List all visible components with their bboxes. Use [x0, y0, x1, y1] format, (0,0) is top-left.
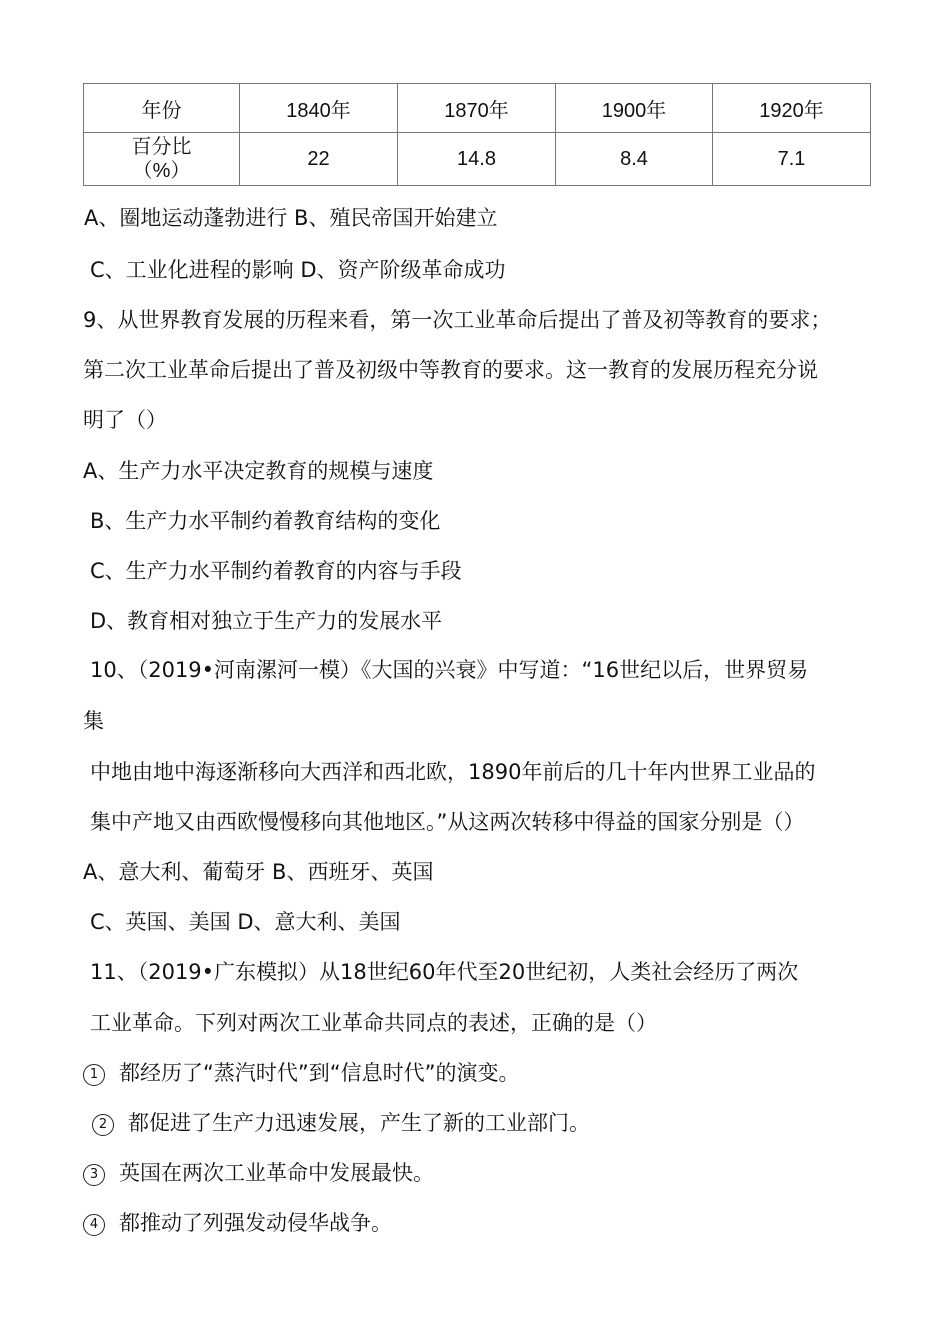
q10-stem-line2: 集: [83, 709, 104, 733]
q9-stem-line2: 第二次工业革命后提出了普及初级中等教育的要求。这一教育的发展历程充分说: [83, 358, 818, 382]
table-row: [84, 133, 871, 186]
circled-number-icon: 1: [83, 1064, 105, 1086]
circled-number-icon: 3: [83, 1164, 105, 1186]
q9-stem-line1: 9、从世界教育发展的历程来看，第一次工业革命后提出了普及初等教育的要求；: [83, 308, 832, 332]
statement-text: 都推动了列强发动侵华战争。: [119, 1211, 392, 1235]
table-header-cell: 1840年: [240, 84, 398, 133]
circled-number-icon: 2: [92, 1114, 114, 1136]
q11-stem-line2: 工业革命。下列对两次工业革命共同点的表述，正确的是（）: [90, 1011, 657, 1035]
q10-option-ab: A、意大利、葡萄牙 B、西班牙、英国: [83, 860, 434, 884]
statement-text: 都经历了“蒸汽时代”到“信息时代”的演变。: [119, 1061, 520, 1085]
q9-option-d: D、教育相对独立于生产力的发展水平: [90, 609, 443, 633]
q11-stem-line1: 11、（2019•广东模拟）从18世纪60年代至20世纪初，人类社会经历了两次: [90, 960, 799, 984]
q11-statement-4: [83, 1209, 392, 1237]
table-header-cell: 1870年: [398, 84, 556, 133]
q8-option-ab: A、圈地运动蓬勃进行 B、殖民帝国开始建立: [84, 206, 498, 230]
table-header-cell: 1900年: [556, 84, 713, 133]
table-header-row: [84, 84, 871, 133]
q9-option-c: C、生产力水平制约着教育的内容与手段: [90, 559, 462, 583]
row-label-line2: （%）: [132, 160, 191, 182]
table-cell: 22: [240, 133, 398, 186]
table-header-cell: 年份: [84, 84, 240, 133]
table-cell: 7.1: [713, 133, 871, 186]
statement-text: 都促进了生产力迅速发展，产生了新的工业部门。: [128, 1111, 590, 1135]
q11-statement-3: [83, 1159, 434, 1187]
q10-option-cd: C、英国、美国 D、意大利、美国: [90, 910, 401, 934]
q10-stem-line3: 中地由地中海逐渐移向大西洋和西北欧，1890年前后的几十年内世界工业品的: [90, 760, 816, 784]
q8-option-cd: C、工业化进程的影响 D、资产阶级革命成功: [90, 258, 506, 282]
q9-stem-line3: 明了（）: [83, 408, 167, 432]
table-cell: 8.4: [556, 133, 713, 186]
industrial-percentage-table: [83, 83, 871, 186]
circled-number-icon: 4: [83, 1214, 105, 1236]
q11-statement-2: [92, 1109, 590, 1137]
table-row-label: [84, 133, 240, 186]
q9-option-a: A、生产力水平决定教育的规模与速度: [83, 459, 434, 483]
q10-stem-line4: 集中产地又由西欧慢慢移向其他地区。”从这两次转移中得益的国家分别是（）: [90, 810, 805, 834]
table-cell: 14.8: [398, 133, 556, 186]
row-label-line1: 百分比: [131, 136, 192, 158]
q11-statement-1: [83, 1059, 520, 1087]
statement-text: 英国在两次工业革命中发展最快。: [119, 1161, 434, 1185]
table-header-cell: 1920年: [713, 84, 871, 133]
q9-option-b: B、生产力水平制约着教育结构的变化: [90, 509, 441, 533]
q10-stem-line1: 10、（2019•河南漯河一模）《大国的兴衰》中写道：“16世纪以后，世界贸易: [90, 658, 809, 682]
